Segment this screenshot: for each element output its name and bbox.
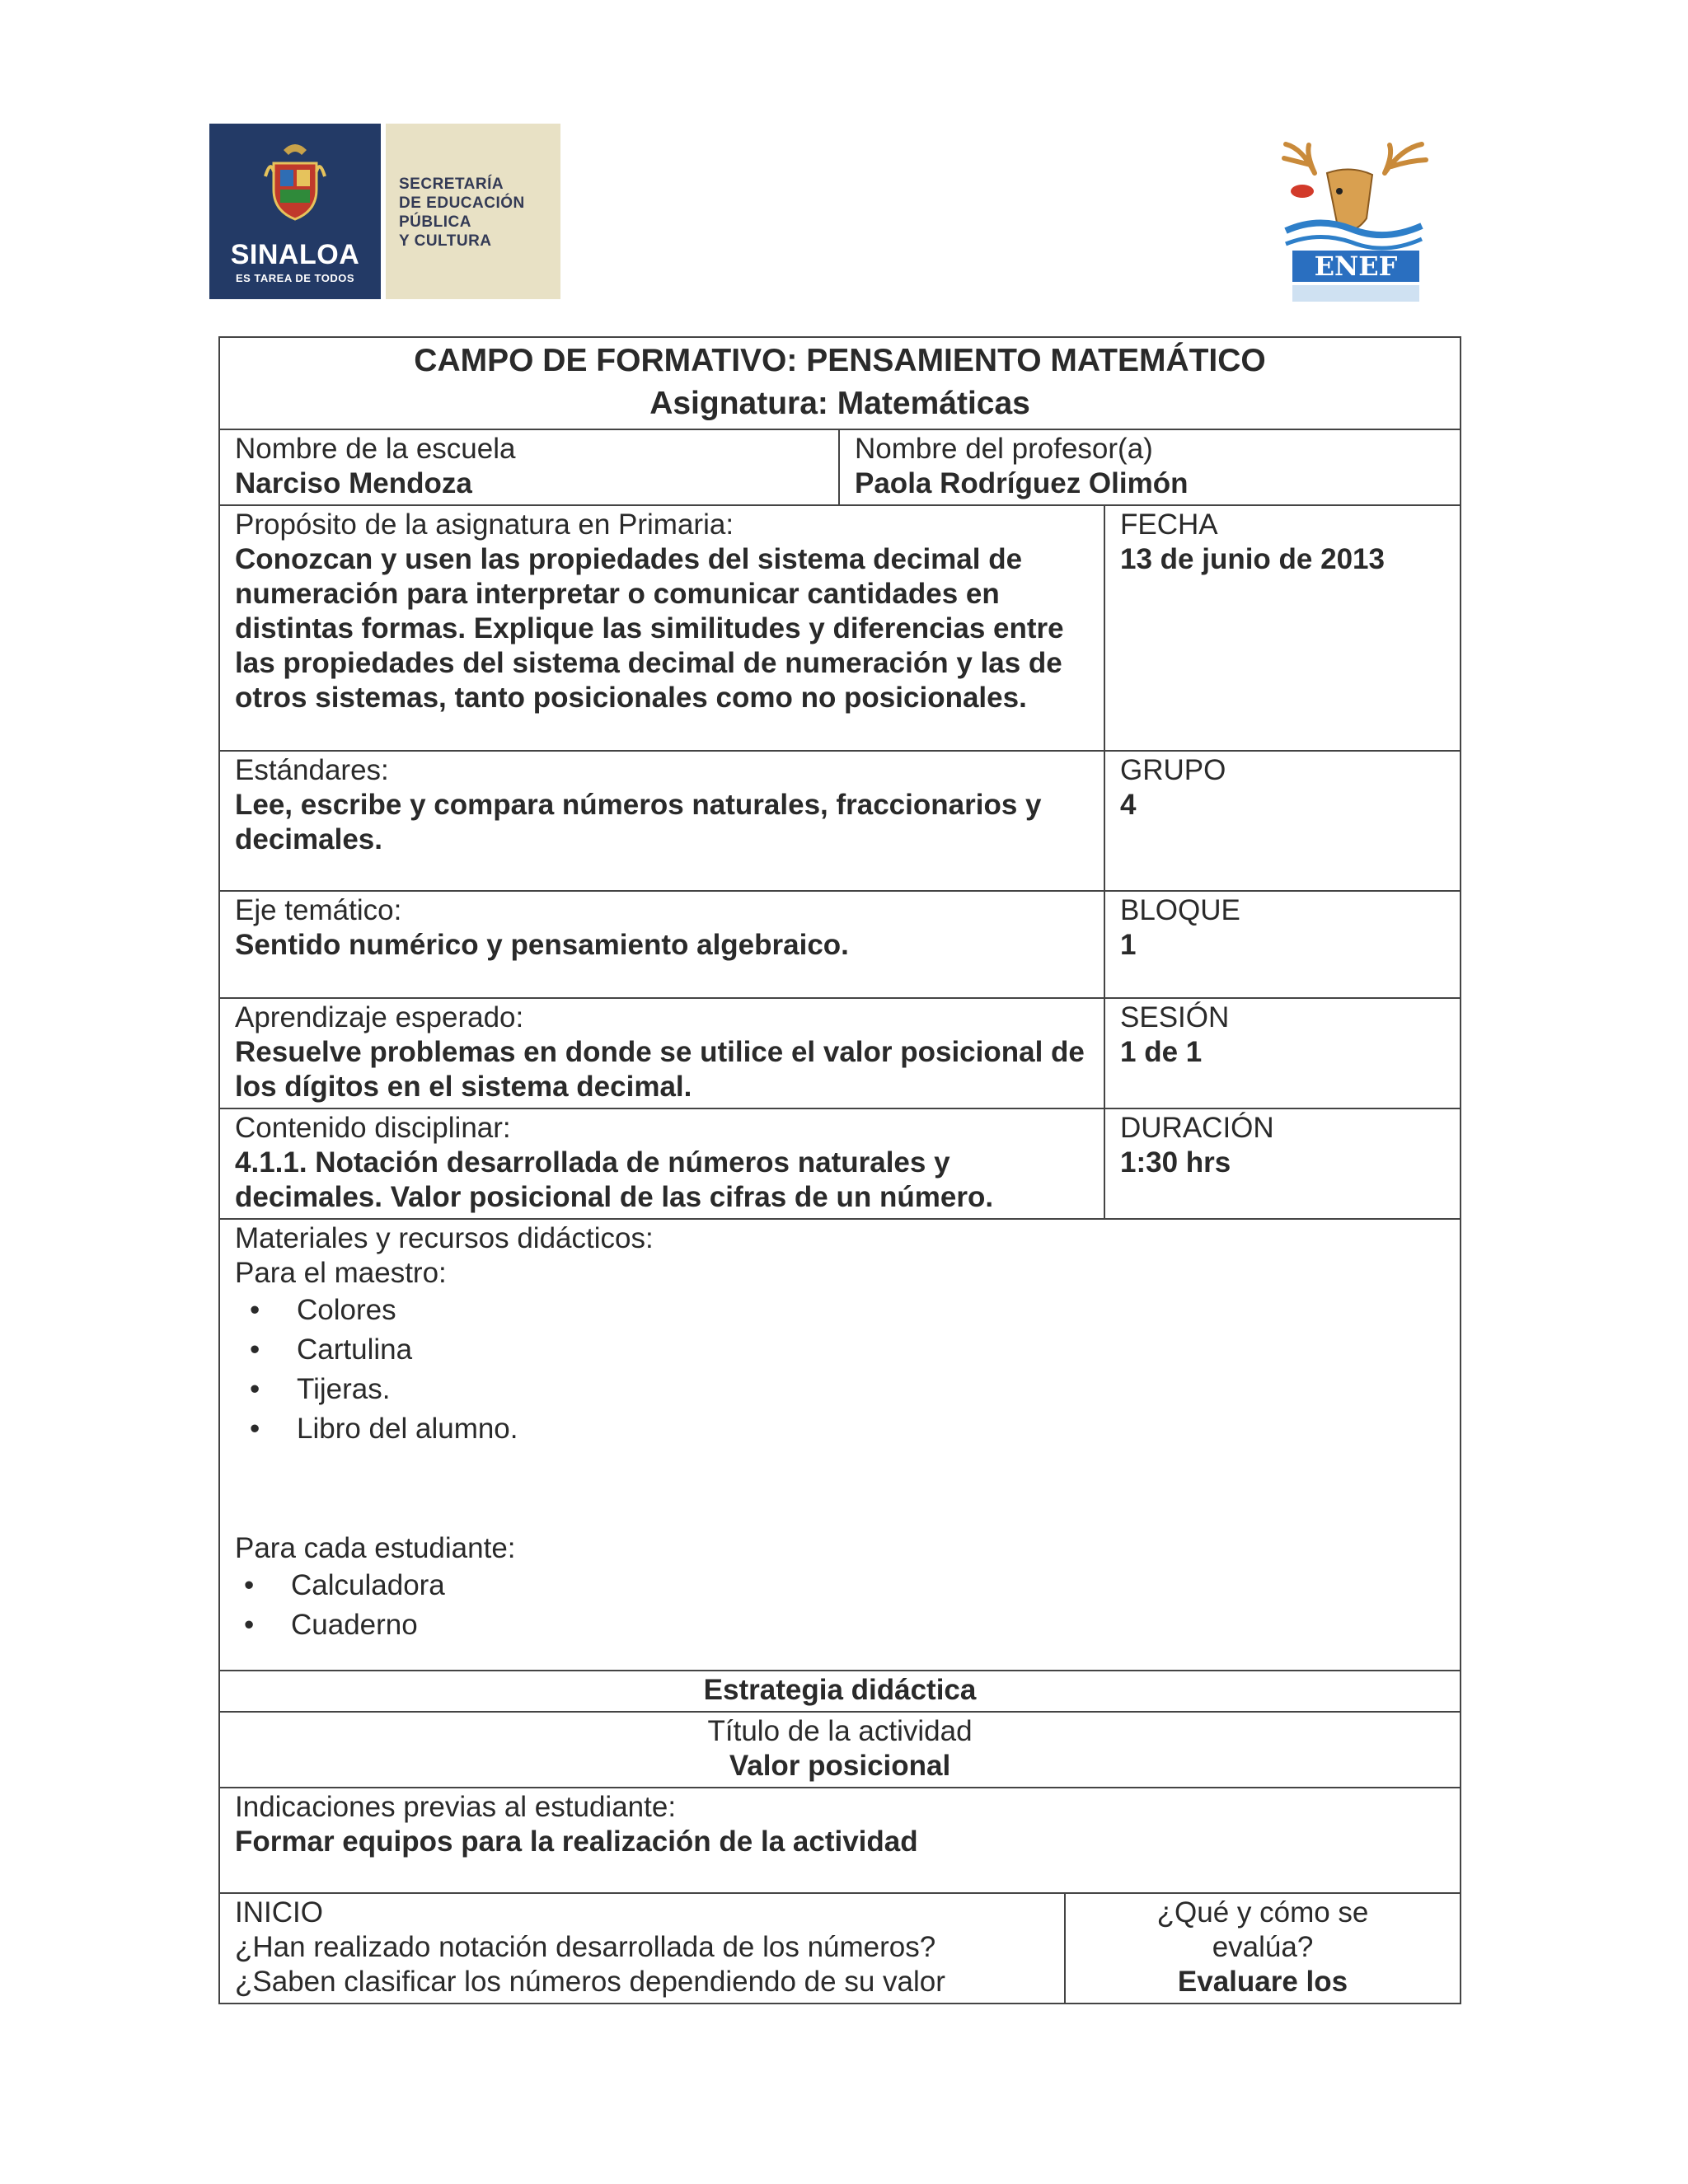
proposito-label: Propósito de la asignatura en Primaria: bbox=[235, 509, 734, 541]
duracion-value: 1:30 hrs bbox=[1120, 1146, 1231, 1179]
materiales-label: Materiales y recursos didácticos: bbox=[235, 1222, 654, 1254]
grupo-cell bbox=[1104, 751, 1461, 891]
titulo-label: Título de la actividad bbox=[707, 1715, 973, 1747]
secretaria-panel bbox=[386, 124, 560, 299]
lesson-plan-table bbox=[218, 336, 1461, 2004]
proposito-text: Conozcan y usen las propiedades del sistema decimal de numeración para interpretar o comunicar cantidades en distintas formas. Explique las similitudes y diferencias entre las propiedades del sistema decimal de numeración y las de otros sistemas, tanto posicionales como no posicionales. bbox=[235, 543, 1064, 714]
titulo-cell bbox=[219, 1712, 1461, 1788]
proposito-row bbox=[219, 505, 1461, 751]
contenido-text: 4.1.1. Notación desarrollada de números naturales y decimales. Valor posicional de las cifras de un número. bbox=[235, 1146, 994, 1213]
grupo-label: GRUPO bbox=[1120, 754, 1226, 786]
eje-label: Eje temático: bbox=[235, 894, 402, 926]
estrategia-cell bbox=[219, 1671, 1461, 1712]
secretaria-line: PÚBLICA bbox=[399, 213, 471, 231]
duracion-cell bbox=[1104, 1108, 1461, 1219]
inicio-label: INICIO bbox=[235, 1896, 323, 1929]
evaluacion-cell bbox=[1065, 1893, 1461, 2004]
school-label: Nombre de la escuela bbox=[235, 433, 516, 465]
bloque-value: 1 bbox=[1120, 929, 1137, 961]
grupo-value: 4 bbox=[1120, 789, 1137, 821]
enef-deer-logo bbox=[1269, 140, 1442, 305]
list-item: • Calculadora bbox=[291, 1566, 1445, 1605]
secretaria-line: DE EDUCACIÓN bbox=[399, 194, 525, 212]
contenido-label: Contenido disciplinar: bbox=[235, 1112, 511, 1144]
duracion-label: DURACIÓN bbox=[1120, 1112, 1274, 1144]
list-item: • Tijeras. bbox=[297, 1370, 1445, 1409]
contenido-cell bbox=[219, 1108, 1104, 1219]
fecha-cell bbox=[1104, 505, 1461, 751]
sesion-label: SESIÓN bbox=[1120, 1001, 1230, 1033]
header-row bbox=[219, 337, 1461, 429]
bloque-label: BLOQUE bbox=[1120, 894, 1240, 926]
teacher-label: Nombre del profesor(a) bbox=[855, 433, 1153, 465]
materiales-row bbox=[219, 1219, 1461, 1671]
list-item: • Libro del alumno. bbox=[297, 1409, 1445, 1449]
estrategia-row bbox=[219, 1671, 1461, 1712]
eje-row bbox=[219, 891, 1461, 998]
teacher-value: Paola Rodríguez Olimón bbox=[855, 467, 1189, 499]
list-item: • Cuaderno bbox=[291, 1605, 1445, 1645]
proposito-cell bbox=[219, 505, 1104, 751]
evaluacion-text: Evaluare los bbox=[1177, 1966, 1348, 1998]
asignatura-title: Asignatura: Matemáticas bbox=[649, 386, 1030, 421]
estudiante-label: Para cada estudiante: bbox=[235, 1532, 516, 1564]
sesion-value: 1 de 1 bbox=[1120, 1036, 1203, 1068]
indicaciones-row bbox=[219, 1788, 1461, 1893]
estandares-cell bbox=[219, 751, 1104, 891]
sesion-cell bbox=[1104, 998, 1461, 1108]
campo-formativo-cell bbox=[219, 337, 1461, 429]
estrategia-label: Estrategia didáctica bbox=[703, 1674, 977, 1706]
aprendizaje-text: Resuelve problemas en donde se utilice el valor posicional de los dígitos en el sistema decimal. bbox=[235, 1036, 1085, 1103]
teacher-cell bbox=[839, 429, 1461, 505]
secretaria-line: Y CULTURA bbox=[399, 232, 492, 250]
school-cell bbox=[219, 429, 839, 505]
indicaciones-text: Formar equipos para la realización de la actividad bbox=[235, 1825, 918, 1858]
inicio-row bbox=[219, 1893, 1461, 2004]
evaluacion-label: ¿Qué y cómo se bbox=[1156, 1896, 1369, 1929]
indicaciones-cell bbox=[219, 1788, 1461, 1893]
estudiante-list bbox=[235, 1566, 1445, 1645]
estandares-text: Lee, escribe y compara números naturales, fraccionarios y decimales. bbox=[235, 789, 1042, 855]
sinaloa-sepyc-logo bbox=[209, 124, 560, 299]
sinaloa-wordmark: SINALOA bbox=[230, 239, 360, 270]
materiales-cell bbox=[219, 1219, 1461, 1671]
inicio-cell bbox=[219, 1893, 1065, 2004]
school-value: Narciso Mendoza bbox=[235, 467, 472, 499]
estandares-label: Estándares: bbox=[235, 754, 389, 786]
maestro-label: Para el maestro: bbox=[235, 1257, 447, 1289]
estandares-row bbox=[219, 751, 1461, 891]
eje-text: Sentido numérico y pensamiento algebraico. bbox=[235, 929, 849, 961]
coat-of-arms-icon bbox=[262, 138, 328, 221]
titulo-value: Valor posicional bbox=[729, 1750, 951, 1782]
campo-formativo-title: CAMPO DE FORMATIVO: PENSAMIENTO MATEMÁTICO bbox=[414, 343, 1266, 378]
eje-cell bbox=[219, 891, 1104, 998]
fecha-label: FECHA bbox=[1120, 509, 1218, 541]
fecha-value: 13 de junio de 2013 bbox=[1120, 543, 1385, 575]
contenido-row bbox=[219, 1108, 1461, 1219]
evaluacion-label: evalúa? bbox=[1212, 1931, 1314, 1963]
secretaria-line: SECRETARÍA bbox=[399, 176, 504, 193]
aprendizaje-row bbox=[219, 998, 1461, 1108]
sinaloa-logo-panel bbox=[209, 124, 381, 299]
maestro-list bbox=[235, 1291, 1445, 1449]
sinaloa-tagline: ES TAREA DE TODOS bbox=[235, 272, 355, 284]
list-item: • Colores bbox=[297, 1291, 1445, 1330]
list-item: • Cartulina bbox=[297, 1330, 1445, 1370]
enef-wordmark: ENEF bbox=[1314, 251, 1398, 282]
aprendizaje-label: Aprendizaje esperado: bbox=[235, 1001, 524, 1033]
titulo-row bbox=[219, 1712, 1461, 1788]
inicio-question: ¿Han realizado notación desarrollada de los números? bbox=[235, 1931, 936, 1963]
inicio-question: ¿Saben clasificar los números dependiendo de su valor bbox=[235, 1966, 945, 1998]
indicaciones-label: Indicaciones previas al estudiante: bbox=[235, 1791, 677, 1823]
bloque-cell bbox=[1104, 891, 1461, 998]
school-row bbox=[219, 429, 1461, 505]
aprendizaje-cell bbox=[219, 998, 1104, 1108]
